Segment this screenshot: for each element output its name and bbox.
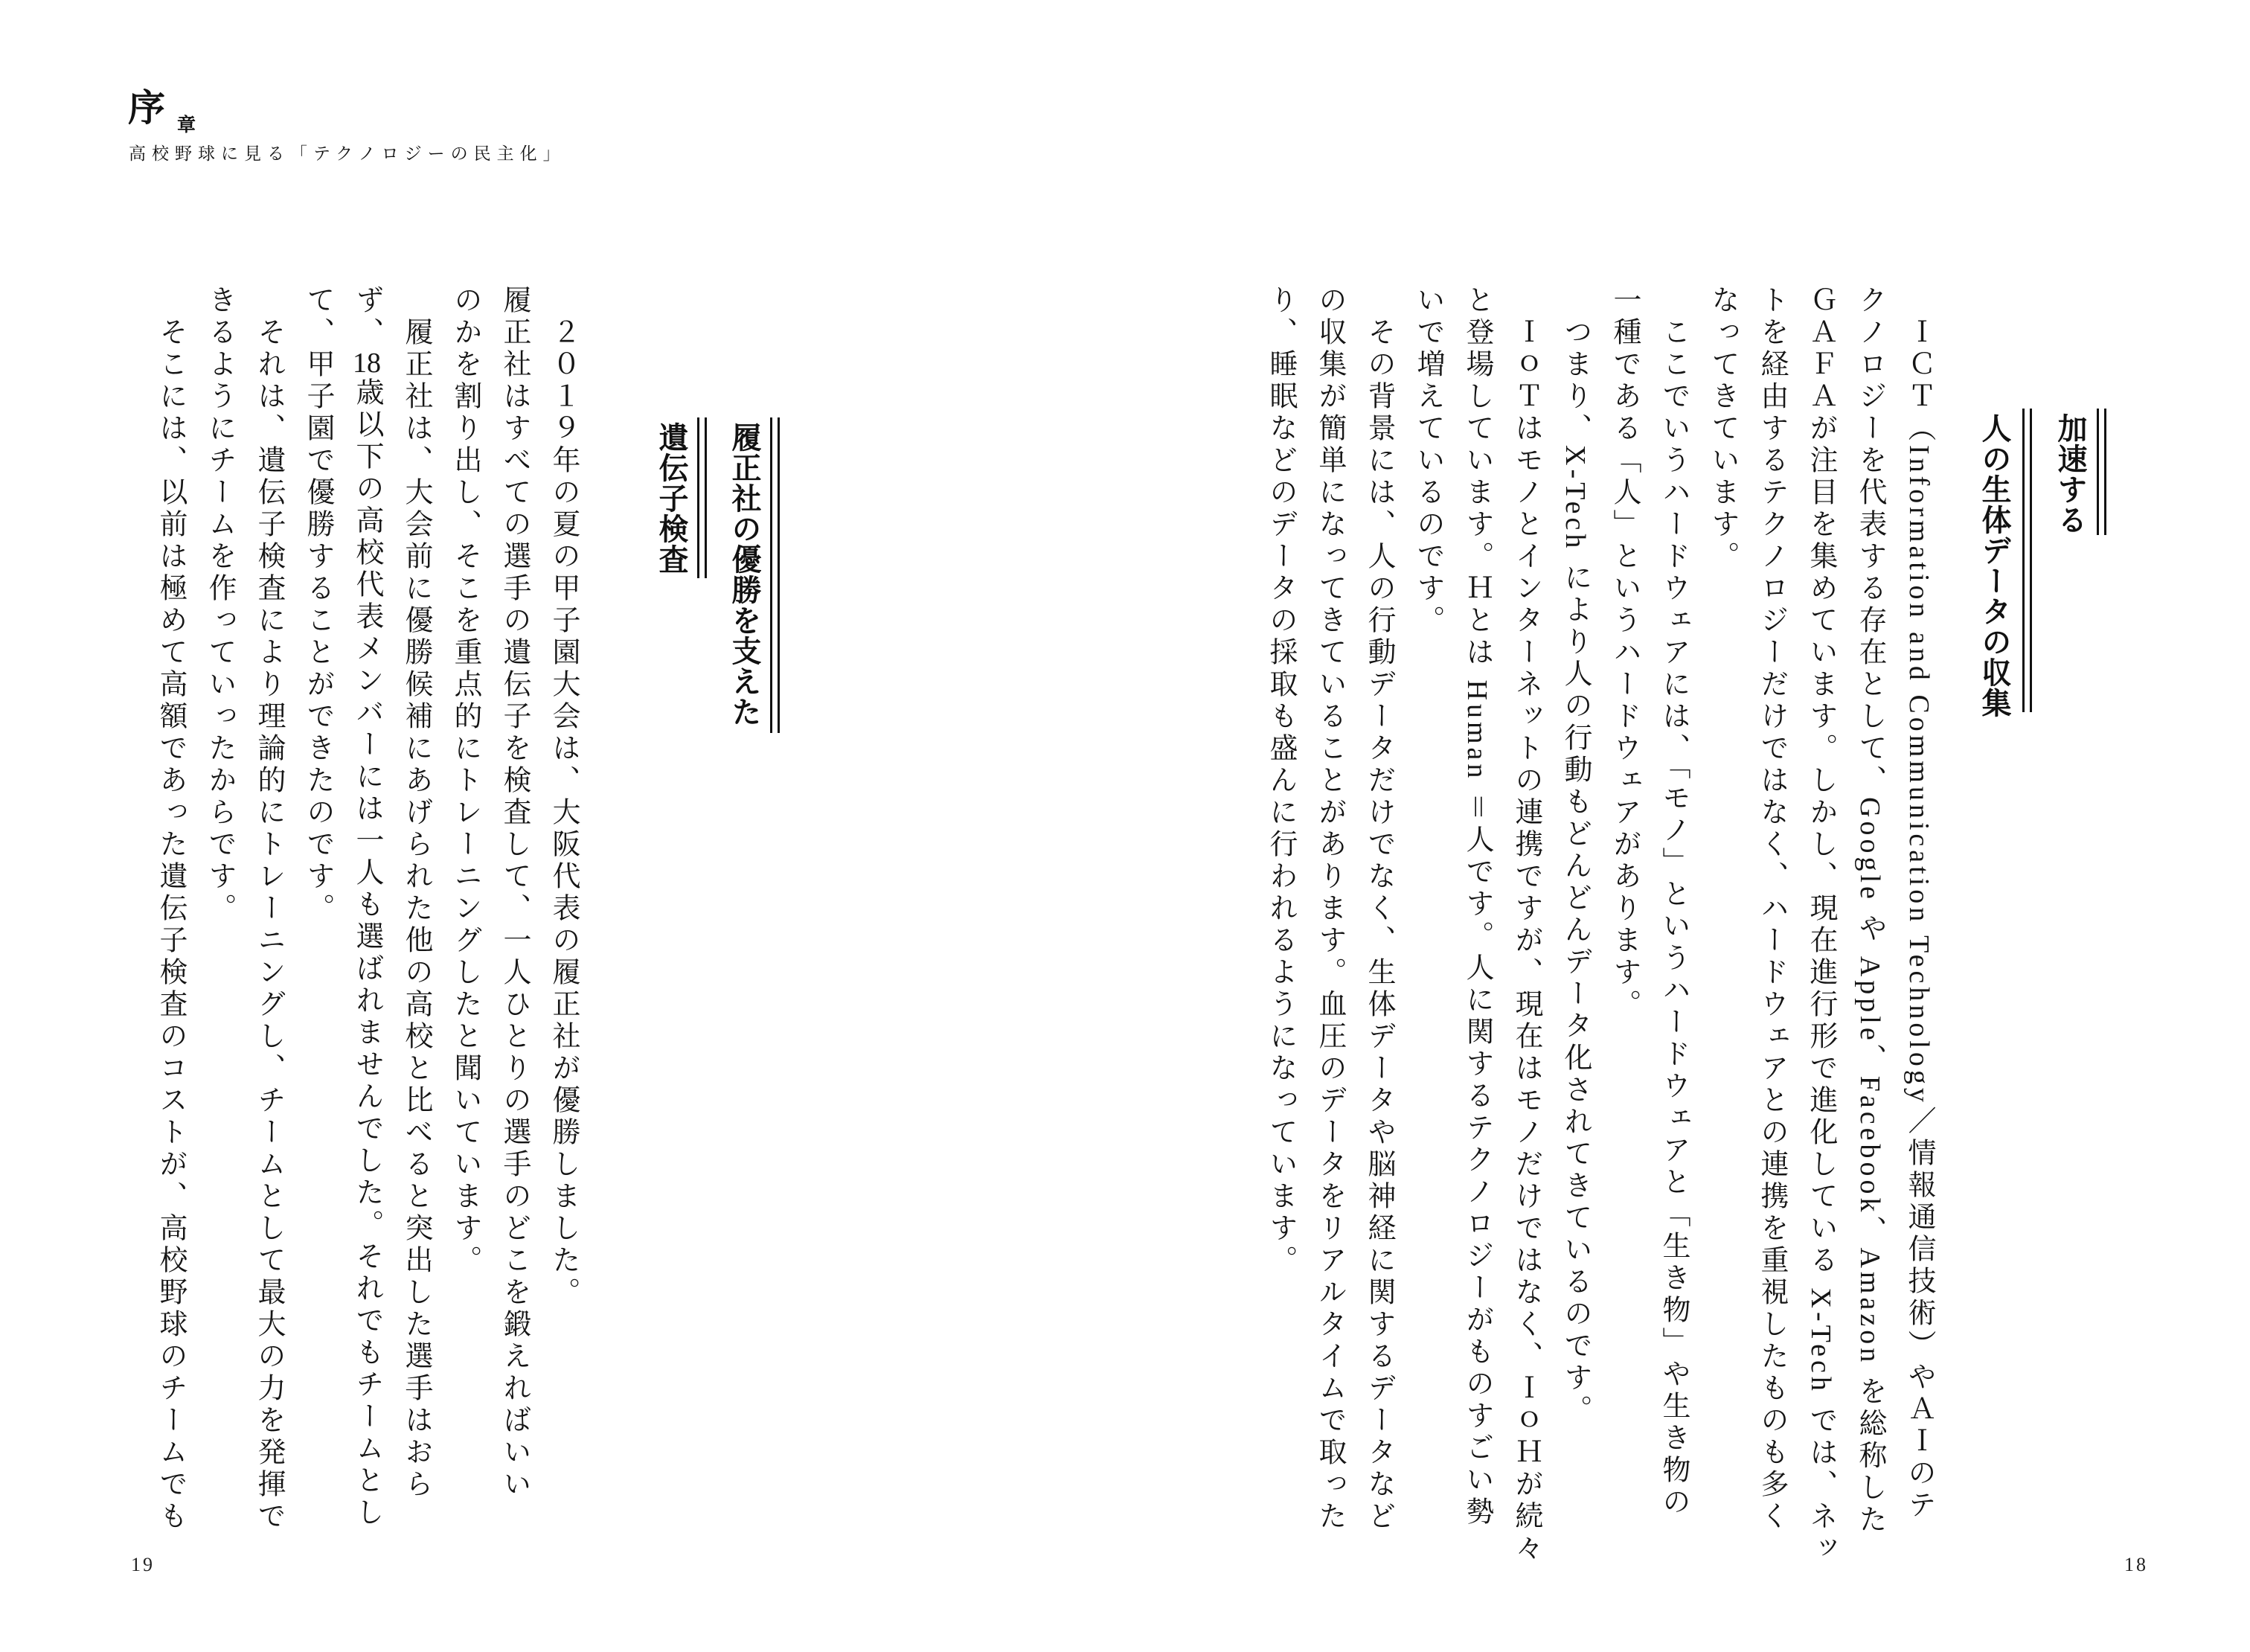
text-column bbox=[342, 285, 391, 1565]
double-rule bbox=[770, 417, 780, 733]
chapter-mark: 序 bbox=[128, 87, 165, 129]
page-number: 18 bbox=[2124, 1554, 2148, 1575]
text-column: ２０１９年の夏の甲子園大会は、大阪代表の履正社が優勝しました。 bbox=[548, 285, 579, 1309]
text-column: つまり、X-Tech により人の行動もどんどんデータ化されてきているのです。 bbox=[1560, 285, 1591, 1427]
section-heading-line: 人の生体データの収集 bbox=[1978, 413, 2010, 718]
text-column: 履正社はすべての選手の遺伝子を検査して、一人ひとりの選手のどこを鍛えればいい bbox=[499, 285, 530, 1501]
text-column: のかを割り出し、そこを重点的にトレーニングしたと聞いています。 bbox=[449, 285, 481, 1277]
text-column: クノロジーを代表する存在として、Google や Apple、Facebook、Amazon を総称した bbox=[1854, 285, 1885, 1537]
text-column: り、睡眠などのデータの採取も盛んに行われるようになっています。 bbox=[1265, 285, 1296, 1277]
text-column: ＩＣＴ（Information and Communication Technology／情報通信技術）やＡＩのテ bbox=[1903, 285, 1935, 1522]
text-column: ＧＡＦＡが注目を集めています。しかし、現在進行形で進化している X-Tech では、ネッ bbox=[1805, 285, 1836, 1566]
text-column: 一種である「人」というハードウェアがあります。 bbox=[1609, 285, 1640, 1021]
tate-chu-yoko-digits: 18 bbox=[353, 349, 381, 377]
section-heading-line: 遺伝子検査 bbox=[655, 422, 688, 574]
chapter-subtitle: 高校野球に見る「テクノロジーの民主化」 bbox=[129, 144, 566, 163]
text-column: それは、遺伝子検査により理論的にトレーニングし、チームとして最大の力を発揮で bbox=[253, 285, 284, 1533]
double-rule bbox=[2097, 409, 2106, 535]
chapter-suffix: 章 bbox=[177, 115, 196, 135]
body-text-block bbox=[1256, 285, 1943, 1565]
text-segment: ず、 bbox=[351, 285, 382, 349]
page-number: 19 bbox=[131, 1554, 155, 1575]
text-segment: 歳以下の高校代表メンバーには一人も選ばれませんでした。それでもチームとし bbox=[351, 377, 382, 1529]
double-rule bbox=[2022, 409, 2032, 712]
page-18 bbox=[1125, 0, 2250, 1652]
text-column: ＩｏＴはモノとインターネットの連携ですが、現在はモノだけではなく、ＩｏＨが続々 bbox=[1510, 285, 1542, 1565]
text-column: の収集が簡単になってきていることがあります。血圧のデータをリアルタイムで取った bbox=[1314, 285, 1345, 1533]
text-column: て、甲子園で優勝することができたのです。 bbox=[302, 285, 333, 925]
text-column: 履正社は、大会前に優勝候補にあげられた他の高校と比べると突出した選手はおら bbox=[400, 285, 432, 1501]
double-rule bbox=[697, 417, 707, 578]
text-column: いで増えているのです。 bbox=[1412, 285, 1443, 637]
text-column: その背景には、人の行動データだけでなく、生体データや脳神経に関するデータなど bbox=[1363, 285, 1394, 1533]
text-column: そこには、以前は極めて高額であった遺伝子検査のコストが、高校野球のチームでも bbox=[155, 285, 186, 1533]
text-column: トを経由するテクノロジーだけではなく、ハードウェアとの連携を重視したものも多く bbox=[1756, 285, 1787, 1533]
text-column: なってきています。 bbox=[1707, 285, 1738, 573]
text-column: ここでいうハードウェアには、「モノ」というハードウェアと「生き物」や生き物の bbox=[1658, 285, 1689, 1519]
text-column: と登場しています。Ｈとは Human ＝人です。人に関するテクノロジーがものすごい勢 bbox=[1461, 285, 1493, 1528]
section-heading-line: 履正社の優勝を支えた bbox=[728, 422, 760, 727]
section-heading-line: 加速する bbox=[2054, 413, 2086, 535]
text-column: きるようにチームを作っていったからです。 bbox=[204, 285, 235, 925]
body-text-block bbox=[146, 285, 588, 1565]
